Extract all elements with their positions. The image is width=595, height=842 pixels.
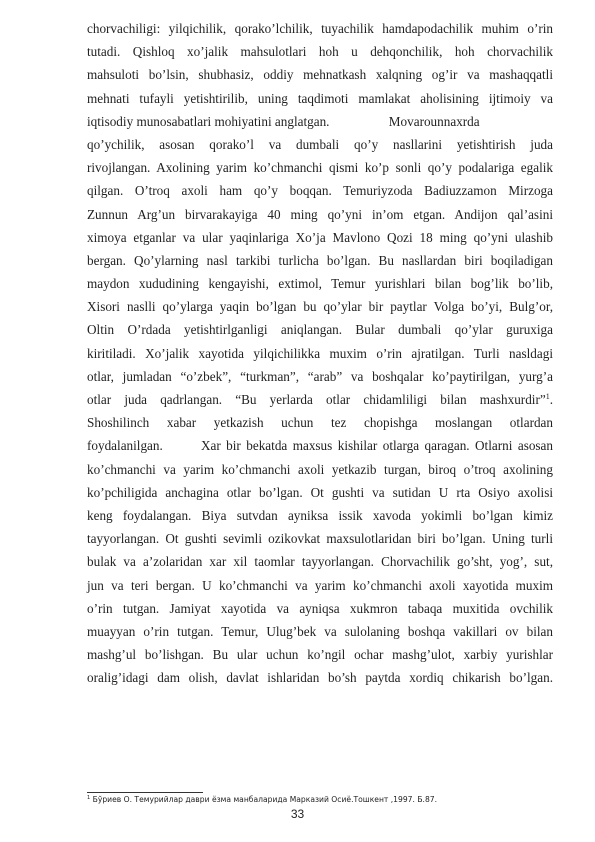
text-line: chorvachiligi: yilqichilik, qorako’lchilik, tuyachilik hamdapodachilik muhim o’rin — [87, 21, 553, 36]
text-line: keng foydalangan. Biya sutvdan ayniksa issik xavoda yokimli bo’lgan kimiz — [87, 507, 553, 523]
text-line: Zunnun Arg’un birvarakayiga 40 ming qo’yni in’om etgan. Andijon qal’asini — [87, 206, 553, 222]
text-line: bergan. Qo’ylarning nasl tarkibi turlicha bo’lgan. Bu nasllardan biri boqiladigan — [87, 252, 553, 268]
page-number: 33 — [290, 807, 305, 821]
footnote-divider — [87, 792, 203, 793]
text-line: rivojlangan. Axolining yarim ko’chmanchi qismi ko’p sonli qo’y podalariga egalik — [87, 160, 553, 176]
text-line: qilgan. O’troq axoli ham qo’y boqqan. Temuriyzoda Badiuzzamon Mirzoga — [87, 183, 553, 199]
text-line: ko’chmanchi va yarim ko’chmanchi axoli yetkazib turgan, biroq o’troq axolining — [87, 461, 553, 477]
text-line: Oltin O’rdada yetishtirlganligi aniqlangan. Bular dumbali qo’ylar guruxiga — [87, 322, 553, 338]
text-line: kiritiladi. Xo’jalik xayotida yilqichilikka muxim o’rin ajratilgan. Turli nasldagi — [87, 345, 553, 361]
footnote-text: Бўриев О. Темурийлар даври ёзма манбаларида Марказий Осиё.Тошкент ,1997. Б.87. — [92, 795, 438, 804]
sentence-period: . — [549, 392, 553, 407]
text-line: mashg’ul bo’lishgan. Bu ular uchun ko’ngil ochar mashg’ulot, xarbiy yurishlar — [87, 647, 553, 663]
footnote-reference: 1 — [545, 392, 550, 401]
text-line: maydon xududining kengayishi, extimol, Temur yurishlari bilan bog’lik bo’lib, — [87, 276, 553, 292]
text-line: otlar, jumladan “o’zbek”, “turkman”, “arab” va boshqalar ko’paytirilgan, yurg’a — [87, 368, 553, 384]
text-line: o’rin tutgan. Jamiyat xayotida va ayniqsa xukmron tabaqa muxitida ovchilik — [87, 600, 553, 616]
text-line: tayyorlangan. Ot gushti sevimli ozikovkat maxsulotlaridan biri bo’lgan. Uning turli — [87, 531, 553, 547]
text-line: oralig’idagi dam olish, davlat ishlaridan bo’sh paytda xordiq chikarish bo’lgan. — [87, 670, 553, 686]
text-line: foydalanilgan. Xar bir bekatda maxsus kishilar otlarga qaragan. Otlarni asosan — [87, 438, 553, 454]
text-line: jun va teri bergan. U ko’chmanchi va yarim ko’chmanchi axoli xayotida muxim — [87, 577, 553, 593]
footnote-marker: 1 — [87, 795, 91, 801]
text-line: ko’pchiligida anchagina otlar bo’lgan. Ot gushti va sutidan U rta Osiyo axolisi — [87, 484, 553, 500]
text-line: qo’ychilik, asosan qorako’l va dumbali qo’y nasllarini yetishtirish juda — [87, 136, 553, 152]
text-line: iqtisodiy munosabatlari mohiyatini anglatgan. Movarounnaxrda — [87, 113, 480, 129]
body-text — [87, 17, 553, 689]
text-line-with-footnote — [87, 388, 553, 411]
text-line: bulak va a’zolaridan xar xil taomlar tayyorlangan. Chorvachilik go’sht, yog’, sut, — [87, 554, 553, 570]
text-line-content: otlar juda qadrlangan. “Bu yerlarda otlar chidamliligi bilan mashxurdir” — [87, 392, 546, 407]
text-line: mehnati tufayli yetishtirilib, uning taqdimoti mamlakat aholisining ijtimoiy va — [87, 90, 553, 106]
text-line: Shoshilinch xabar yetkazish uchun tez chopishga moslangan otlardan — [87, 415, 553, 431]
text-line: mahsuloti bo’lsin, shubhasiz, oddiy mehnatkash xalqning og’ir va mashaqqatli — [87, 67, 553, 83]
text-line: muayyan o’rin tutgan. Temur, Ulug’bek va sulolaning boshqa vakillari ov bilan — [87, 623, 553, 639]
text-line: Xisori naslli qo’ylarga yaqin bo’lgan bu qo’ylar bir paytlar Volga bo’yi, Bulg’or, — [87, 299, 553, 315]
footnote — [87, 795, 553, 805]
text-line: ximoya etganlar va ular yaqinlariga Xo’ja Mavlono Qozi 18 ming qo’yni ulashib — [87, 229, 553, 245]
text-line: tutadi. Qishloq xo’jalik mahsulotlari hoh u dehqonchilik, hoh chorvachilik — [87, 44, 553, 60]
